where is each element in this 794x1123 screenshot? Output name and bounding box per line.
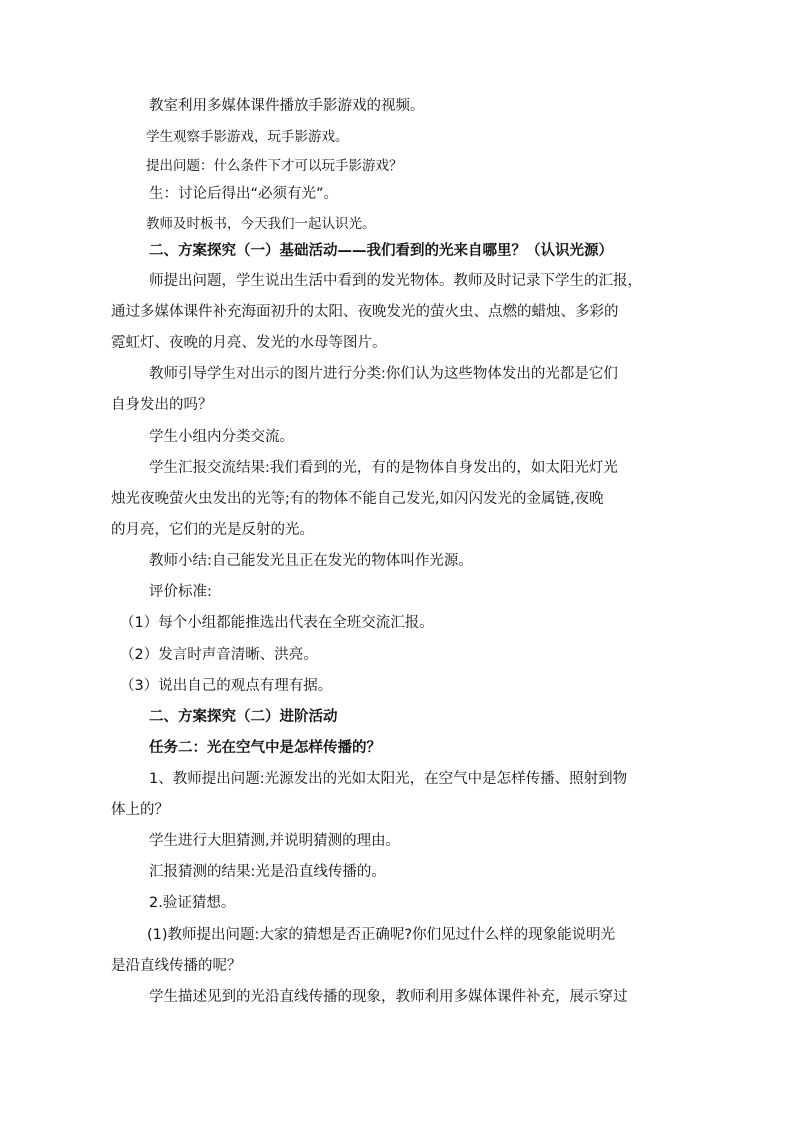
list-item: （1）每个小组都能推选出代表在全班交流汇报。 [120, 615, 434, 631]
paragraph: 汇报猜测的结果:光是沿直线传播的。 [149, 864, 386, 880]
section-heading: 二、方案探究（一）基础活动——我们看到的光来自哪里？（认识光源） [149, 243, 613, 259]
paragraph: 学生进行大胆猜测,并说明猜测的理由。 [149, 833, 401, 849]
paragraph: 的月亮，它们的光是反射的光。 [111, 522, 314, 538]
paragraph: 提出问题：什么条件下才可以玩手影游戏？ [146, 158, 403, 174]
paragraph: 2.验证猜想。 [149, 895, 236, 911]
paragraph: 自身发出的吗？ [111, 397, 213, 413]
task-heading: 任务二：光在空气中是怎样传播的？ [149, 740, 381, 756]
paragraph: 1、教师提出问题:光源发出的光如太阳光，在空气中是怎样传播、照射到物 [149, 771, 628, 787]
paragraph: 学生描述见到的光沿直线传播的现象，教师利用多媒体课件补充，展示穿过 [149, 989, 628, 1005]
list-item: （2）发言时声音清晰、洪亮。 [120, 647, 318, 663]
paragraph: 学生小组内分类交流。 [149, 429, 294, 445]
paragraph: 教师引导学生对出示的图片进行分类:你们认为这些物体发出的光都是它们 [149, 366, 618, 382]
paragraph: 师提出问题，学生说出生活中看到的发光物体。教师及时记录下学生的汇报， [149, 273, 642, 289]
paragraph: 霓虹灯、夜晚的月亮、发光的水母等图片。 [111, 335, 387, 351]
paragraph: 生：讨论后得出“必须有光”。 [149, 186, 339, 202]
list-item: （3）说出自己的观点有理有据。 [120, 678, 333, 694]
paragraph: 体上的？ [111, 802, 169, 818]
paragraph: 教室利用多媒体课件播放手影游戏的视频。 [149, 98, 425, 114]
section-heading: 二、方案探究（二）进阶活动 [149, 709, 338, 725]
paragraph: (1)教师提出问题:大家的猜想是否正确呢?你们见过什么样的现象能说明光 [147, 927, 616, 943]
paragraph: 学生汇报交流结果:我们看到的光，有的是物体自身发出的，如太阳光灯光 [149, 460, 618, 476]
paragraph: 评价标准: [149, 584, 212, 600]
paragraph: 教师小结:自己能发光且正在发光的物体叫作光源。 [149, 553, 473, 569]
paragraph: 学生观察手影游戏，玩手影游戏。 [146, 129, 349, 145]
paragraph: 烛光夜晚萤火虫发出的光等;有的物体不能自己发光,如闪闪发光的金属链,夜晚 [111, 491, 604, 507]
paragraph: 通过多媒体课件补充海面初升的太阳、夜晚发光的萤火虫、点燃的蜡烛、多彩的 [111, 304, 619, 320]
paragraph: 是沿直线传播的呢？ [111, 958, 242, 974]
paragraph: 教师及时板书，今天我们一起认识光。 [146, 216, 376, 232]
